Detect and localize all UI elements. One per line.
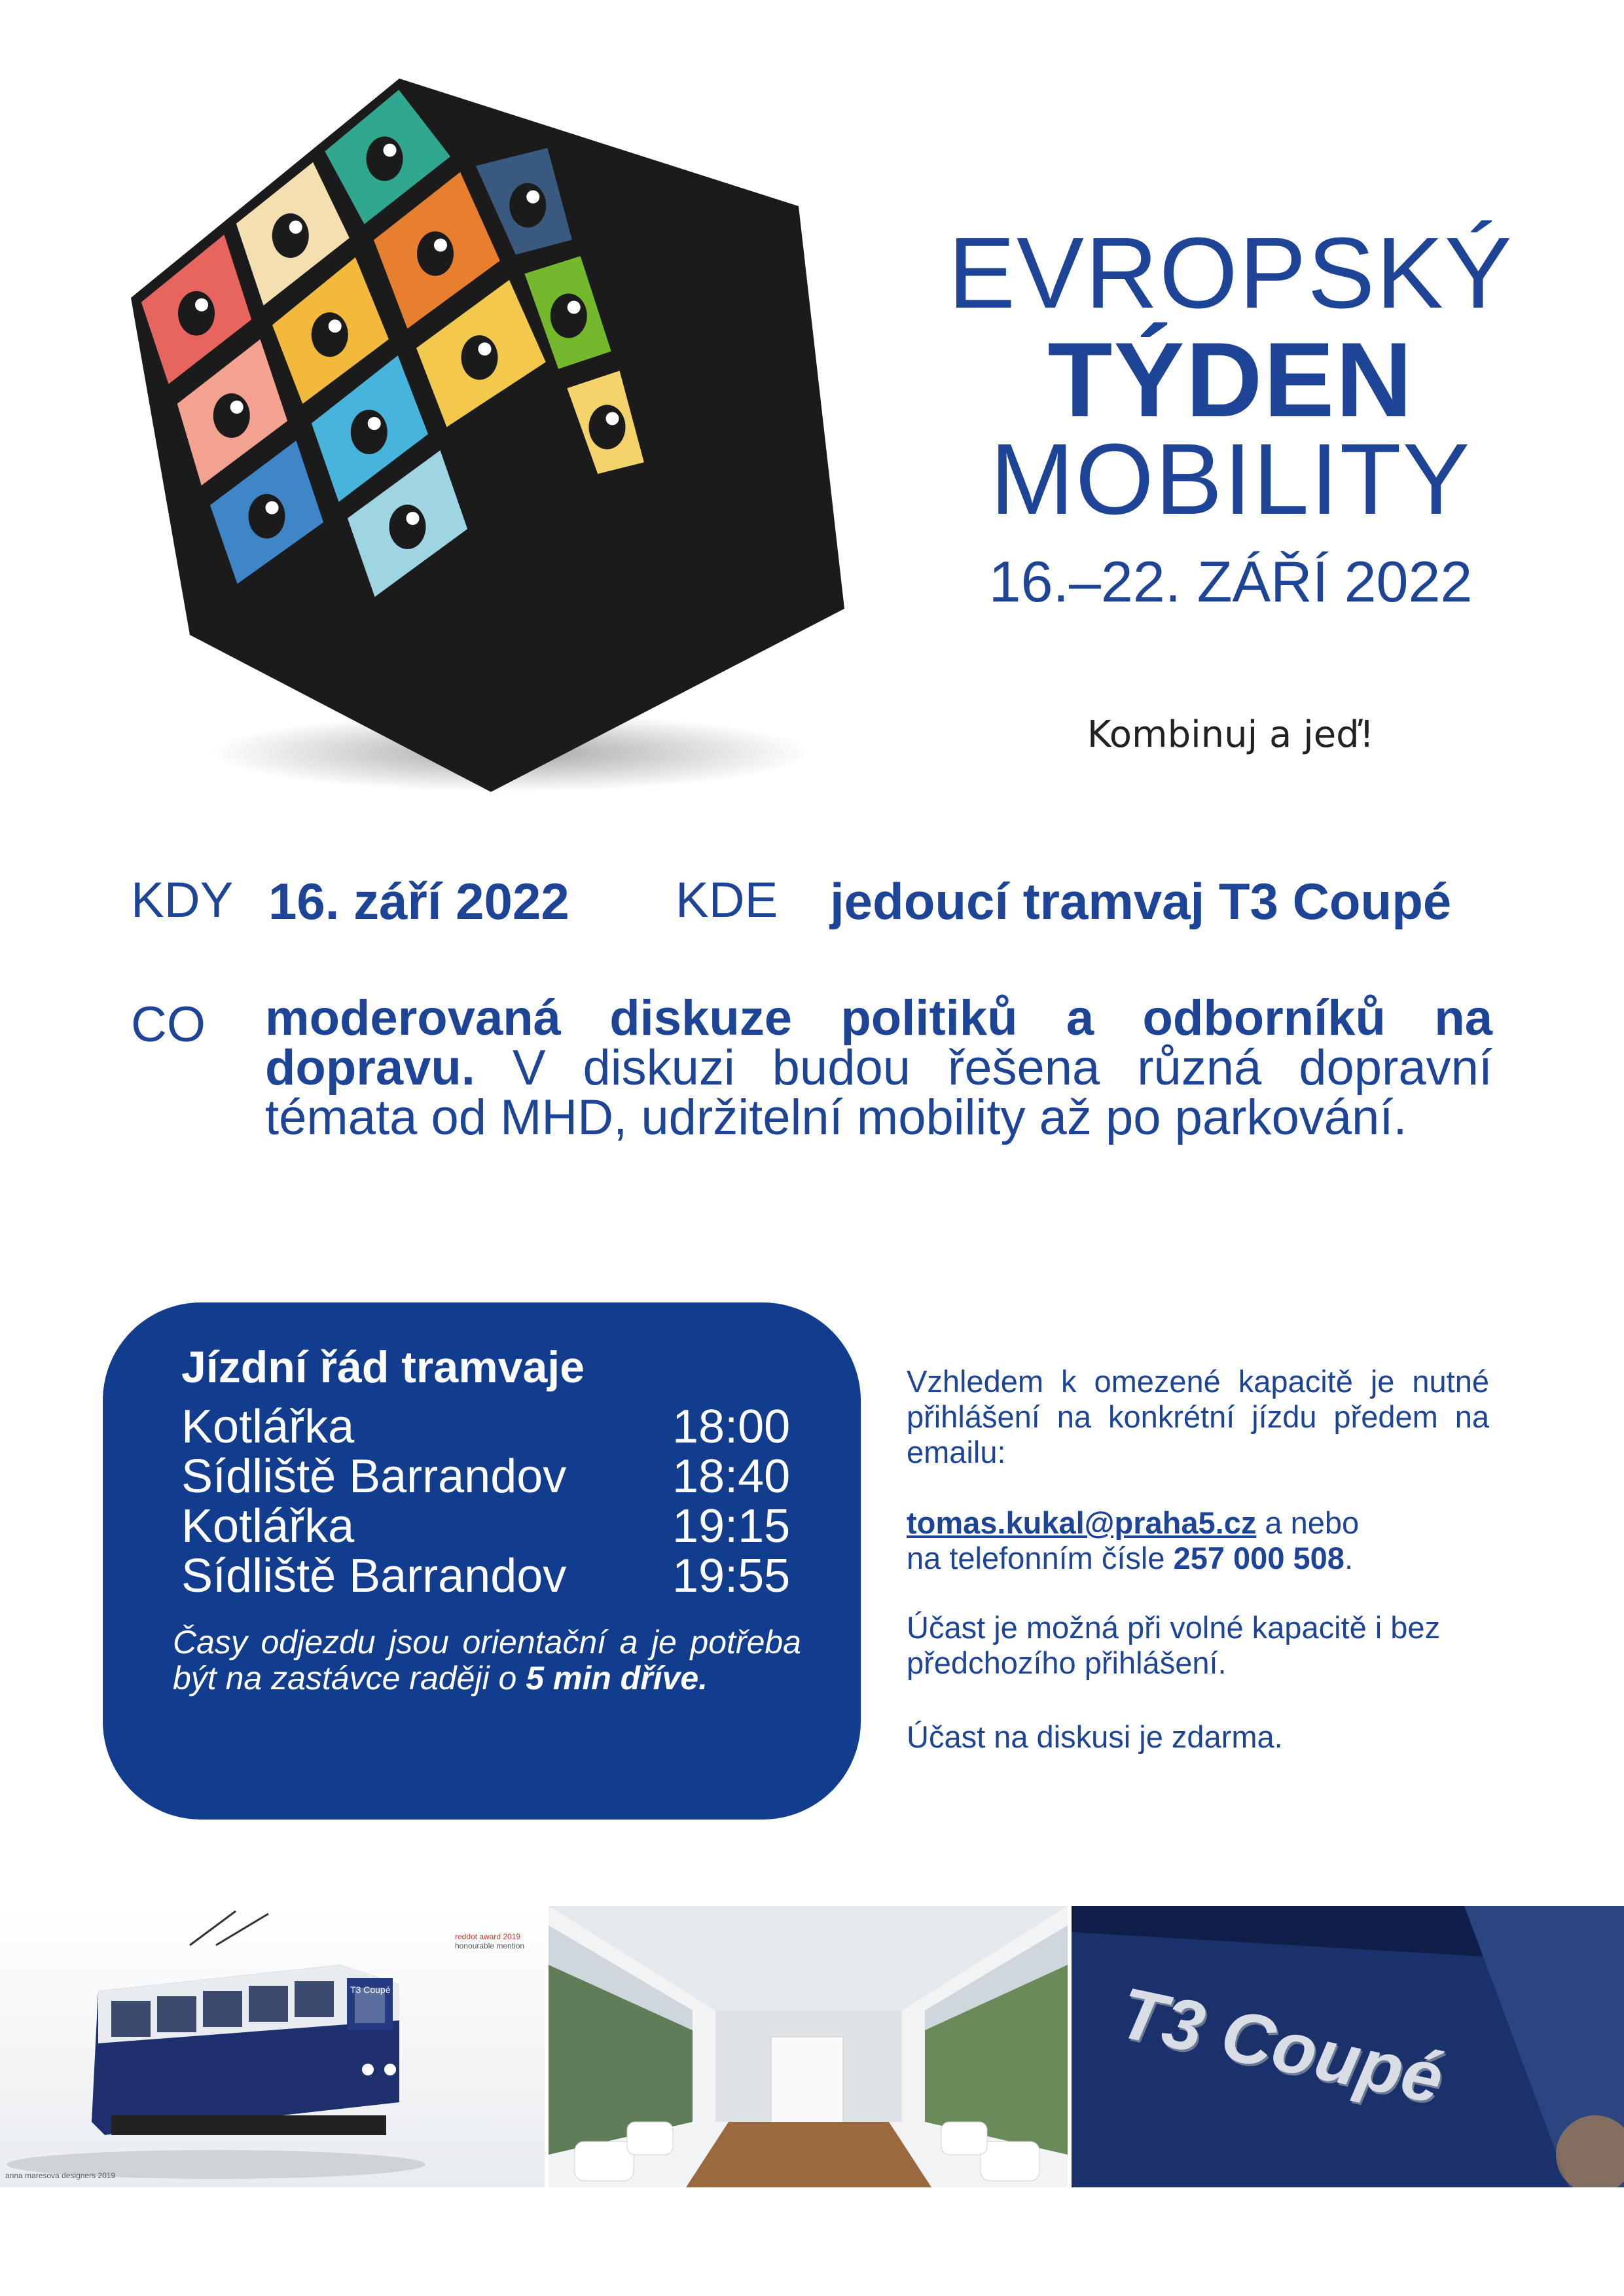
- where-value: jedoucí tramvaj T3 Coupé: [830, 872, 1452, 930]
- cube-character: [351, 410, 388, 454]
- cube-character: [509, 183, 546, 228]
- cube-character-eye: [266, 501, 279, 514]
- t3-coupe-logo-photo: [1072, 1906, 1624, 2187]
- cube-character-eye: [606, 412, 619, 425]
- cube-character: [389, 505, 426, 549]
- where-label: KDE: [676, 872, 778, 928]
- email-suffix: a nebo: [1256, 1505, 1360, 1540]
- title-line-1: EVROPSKÝ: [948, 217, 1513, 329]
- interior-illustration: [549, 1906, 1068, 2187]
- cube-character-eye: [384, 144, 397, 157]
- departure-time: 18:40: [672, 1450, 791, 1503]
- award-subtext: honourable mention: [455, 1941, 525, 1950]
- cube-character: [178, 291, 215, 336]
- contact-info: [907, 1505, 1489, 1576]
- free-capacity-info: Účast je možná při volné kapacitě i bez předchozího přihlášení.: [907, 1610, 1441, 1680]
- what-text: V diskuzi budou řešena různá dopravní témata od MHD, udržitelní mobility až po parkování.: [265, 1040, 1492, 1145]
- cube-character: [213, 393, 250, 438]
- cube-character-eye: [368, 417, 381, 430]
- title-line-3: MOBILITY: [990, 423, 1471, 535]
- capacity-info: Vzhledem k omezené kapacitě je nutné přihlášení na konkrétní jízdu předem na emailu:: [907, 1364, 1489, 1469]
- what-description: [265, 990, 1492, 1145]
- t3-coupe-logo: T3 Coupé: [1112, 1972, 1451, 2119]
- cube-character-eye: [568, 301, 581, 314]
- note-text: Časy odjezdu jsou orientační a je potřeba být na zastávce raději o: [173, 1624, 801, 1696]
- award-text: reddot award 2019: [455, 1932, 521, 1941]
- cube-character-eye: [526, 190, 539, 204]
- cube-character: [550, 294, 587, 338]
- timetable-title: Jízdní řád tramvaje: [181, 1342, 585, 1392]
- phone-prefix: na telefonním čísle: [907, 1541, 1174, 1575]
- title-line-2: TÝDEN: [1047, 321, 1414, 439]
- when-label: KDY: [131, 872, 234, 928]
- what-bold: moderovaná diskuze politiků a odborníků na dopravu.: [265, 990, 1492, 1096]
- cube-character: [589, 405, 626, 450]
- photo-credit: anna maresova designers 2019: [5, 2171, 116, 2180]
- cube-character: [367, 137, 403, 181]
- departure-time: 19:55: [672, 1550, 791, 1602]
- departure-time: 18:00: [672, 1401, 791, 1453]
- timetable-note: [173, 1624, 801, 1696]
- cube-character-eye: [195, 298, 208, 312]
- cube-character-eye: [406, 512, 420, 525]
- cube-character: [249, 494, 285, 539]
- what-label: CO: [131, 997, 206, 1052]
- when-value: 16. září 2022: [268, 872, 569, 930]
- tram-exterior-photo: [0, 1906, 545, 2187]
- rubik-cube-illustration: [118, 65, 871, 812]
- phone-number[interactable]: 257 000 508: [1173, 1541, 1344, 1575]
- cube-character: [417, 232, 454, 276]
- timetable-panel: [103, 1302, 861, 1820]
- note-bold: 5 min dříve.: [526, 1660, 708, 1696]
- cube-character-eye: [434, 239, 447, 252]
- cube-character-eye: [289, 221, 302, 234]
- event-dates: 16.–22. ZÁŘÍ 2022: [988, 549, 1473, 614]
- tram-interior-photo: [549, 1906, 1068, 2187]
- cube-character-eye: [329, 319, 342, 332]
- email-link[interactable]: tomas.kukal@praha5.cz: [907, 1505, 1257, 1540]
- slogan: Kombinuj a jeď!: [1087, 713, 1375, 756]
- stop-name: Sídliště Barrandov: [181, 1550, 567, 1602]
- cube-character-eye: [230, 401, 244, 414]
- stop-name: Kotlářka: [181, 1401, 355, 1453]
- departure-time: 19:15: [672, 1500, 791, 1552]
- cube-character: [461, 335, 498, 380]
- cube-character: [272, 213, 309, 258]
- tram-badge: T3 Coupé: [350, 1984, 391, 1995]
- stop-name: Kotlářka: [181, 1500, 355, 1552]
- cube-character: [312, 312, 348, 357]
- stop-name: Sídliště Barrandov: [181, 1450, 567, 1503]
- cube-character-eye: [478, 342, 492, 355]
- free-entry-info: Účast na diskusi je zdarma.: [907, 1719, 1283, 1754]
- phone-suffix: .: [1344, 1541, 1353, 1575]
